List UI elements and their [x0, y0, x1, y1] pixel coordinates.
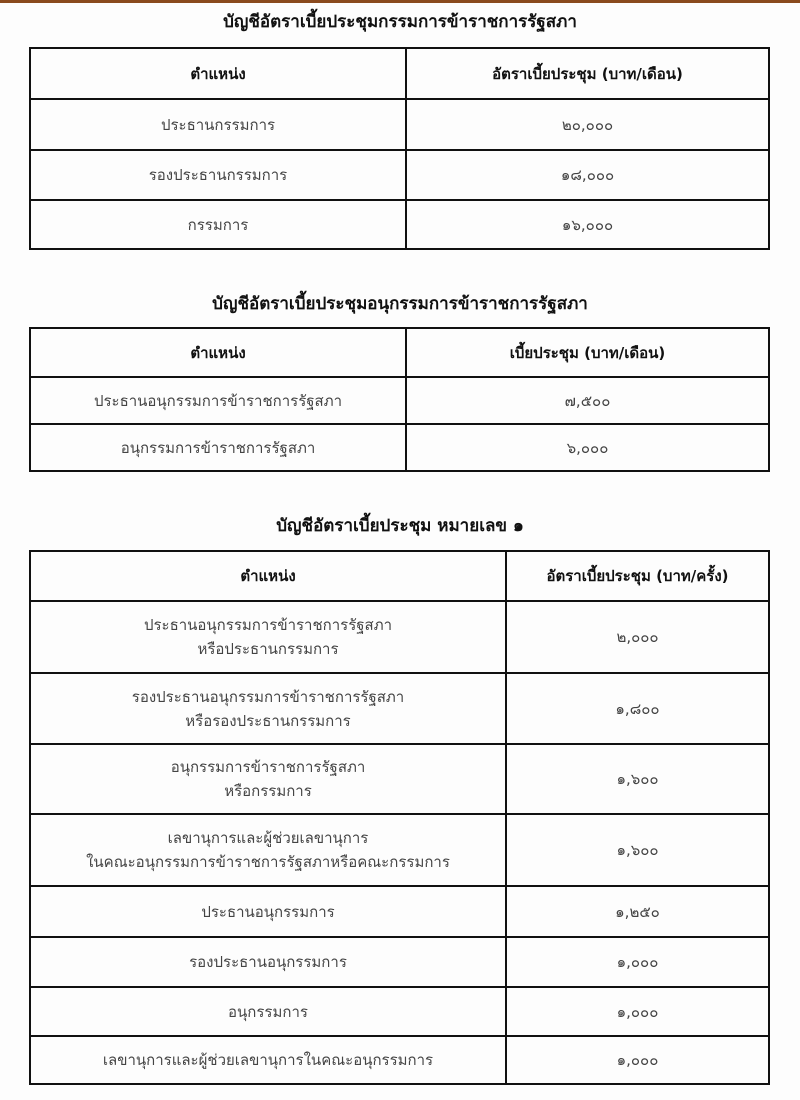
position-cell [30, 987, 506, 1036]
position-text: รองประธานอนุกรรมการข้าราชการรัฐสภา [131, 687, 405, 706]
rate-cell: ๑๖,๐๐๐ [406, 200, 769, 249]
table-row [30, 886, 769, 937]
position-text: หรือประธานกรรมการ [197, 640, 339, 658]
column-header-rate: เบี้ยประชุม (บาท/เดือน) [406, 328, 769, 377]
rate-cell: ๑,๘๐๐ [506, 673, 769, 744]
position-text: ในคณะอนุกรรมการข้าราชการรัฐสภาหรือคณะกรรมการ [86, 853, 450, 871]
position-text: รองประธานกรรมการ [148, 166, 288, 184]
rate-cell: ๑,๖๐๐ [506, 814, 769, 886]
position-text: อนุกรรมการ [228, 1002, 308, 1021]
column-header-rate: อัตราเบี้ยประชุม (บาท/ครั้ง) [506, 551, 769, 601]
position-cell [30, 601, 506, 673]
rate-table [29, 327, 770, 472]
position-text: ประธานอนุกรรมการ [201, 902, 335, 921]
rate-cell: ๒๐,๐๐๐ [406, 99, 769, 150]
position-text: รองประธานอนุกรรมการ [189, 953, 347, 971]
table-row [30, 99, 769, 150]
column-header-position: ตำแหน่ง [30, 48, 406, 99]
table-row [30, 424, 769, 471]
column-header-position: ตำแหน่ง [30, 328, 406, 377]
position-cell [30, 99, 406, 150]
rate-cell: ๑,๒๕๐ [506, 886, 769, 937]
position-text: หรือกรรมการ [224, 782, 312, 800]
rate-cell: ๖,๐๐๐ [406, 424, 769, 471]
position-text: อนุกรรมการข้าราชการรัฐสภา [170, 758, 366, 776]
position-text: เลขานุการและผู้ช่วยเลขานุการในคณะอนุกรรมการ [102, 1051, 434, 1069]
header-row [30, 48, 769, 99]
position-text: ประธานอนุกรรมการข้าราชการรัฐสภา [143, 616, 393, 634]
position-text: ประธานกรรมการ [160, 115, 276, 134]
column-header-rate: อัตราเบี้ยประชุม (บาท/เดือน) [406, 48, 769, 99]
rate-table [29, 47, 770, 250]
position-cell [30, 744, 506, 814]
rate-cell: ๑,๐๐๐ [506, 937, 769, 987]
position-text: ประธานอนุกรรมการข้าราชการรัฐสภา [93, 391, 343, 410]
rate-cell: ๗,๕๐๐ [406, 377, 769, 424]
rate-cell: ๒,๐๐๐ [506, 601, 769, 673]
top-accent-bar [0, 0, 800, 3]
table-title: บัญชีอัตราเบี้ยประชุม หมายเลข ๑ [276, 516, 524, 536]
position-cell [30, 673, 506, 744]
position-cell [30, 377, 406, 424]
position-text: อนุกรรมการข้าราชการรัฐสภา [120, 438, 316, 457]
position-text: กรรมการ [187, 215, 249, 234]
table-row [30, 987, 769, 1036]
table-row [30, 150, 769, 200]
rate-cell: ๑,๐๐๐ [506, 987, 769, 1036]
position-cell [30, 814, 506, 886]
table-row [30, 937, 769, 987]
position-cell [30, 886, 506, 937]
rate-cell: ๑,๐๐๐ [506, 1036, 769, 1084]
header-row [30, 551, 769, 601]
position-cell [30, 150, 406, 200]
position-text: หรือรองประธานกรรมการ [185, 711, 351, 730]
position-cell [30, 1036, 506, 1084]
rate-cell: ๑๘,๐๐๐ [406, 150, 769, 200]
table-row [30, 200, 769, 249]
position-text: เลขานุการและผู้ช่วยเลขานุการ [167, 829, 369, 847]
rate-table [29, 550, 770, 1085]
position-cell [30, 937, 506, 987]
table-row [30, 377, 769, 424]
table-row [30, 744, 769, 814]
position-cell [30, 200, 406, 249]
position-cell [30, 424, 406, 471]
rate-cell: ๑,๖๐๐ [506, 744, 769, 814]
table-row [30, 673, 769, 744]
column-header-position: ตำแหน่ง [30, 551, 506, 601]
table-title: บัญชีอัตราเบี้ยประชุมกรรมการข้าราชการรัฐสภา [223, 12, 577, 32]
table-row [30, 601, 769, 673]
table-row [30, 1036, 769, 1084]
header-row [30, 328, 769, 377]
table-row [30, 814, 769, 886]
table-title: บัญชีอัตราเบี้ยประชุมอนุกรรมการข้าราชการรัฐสภา [212, 294, 588, 314]
